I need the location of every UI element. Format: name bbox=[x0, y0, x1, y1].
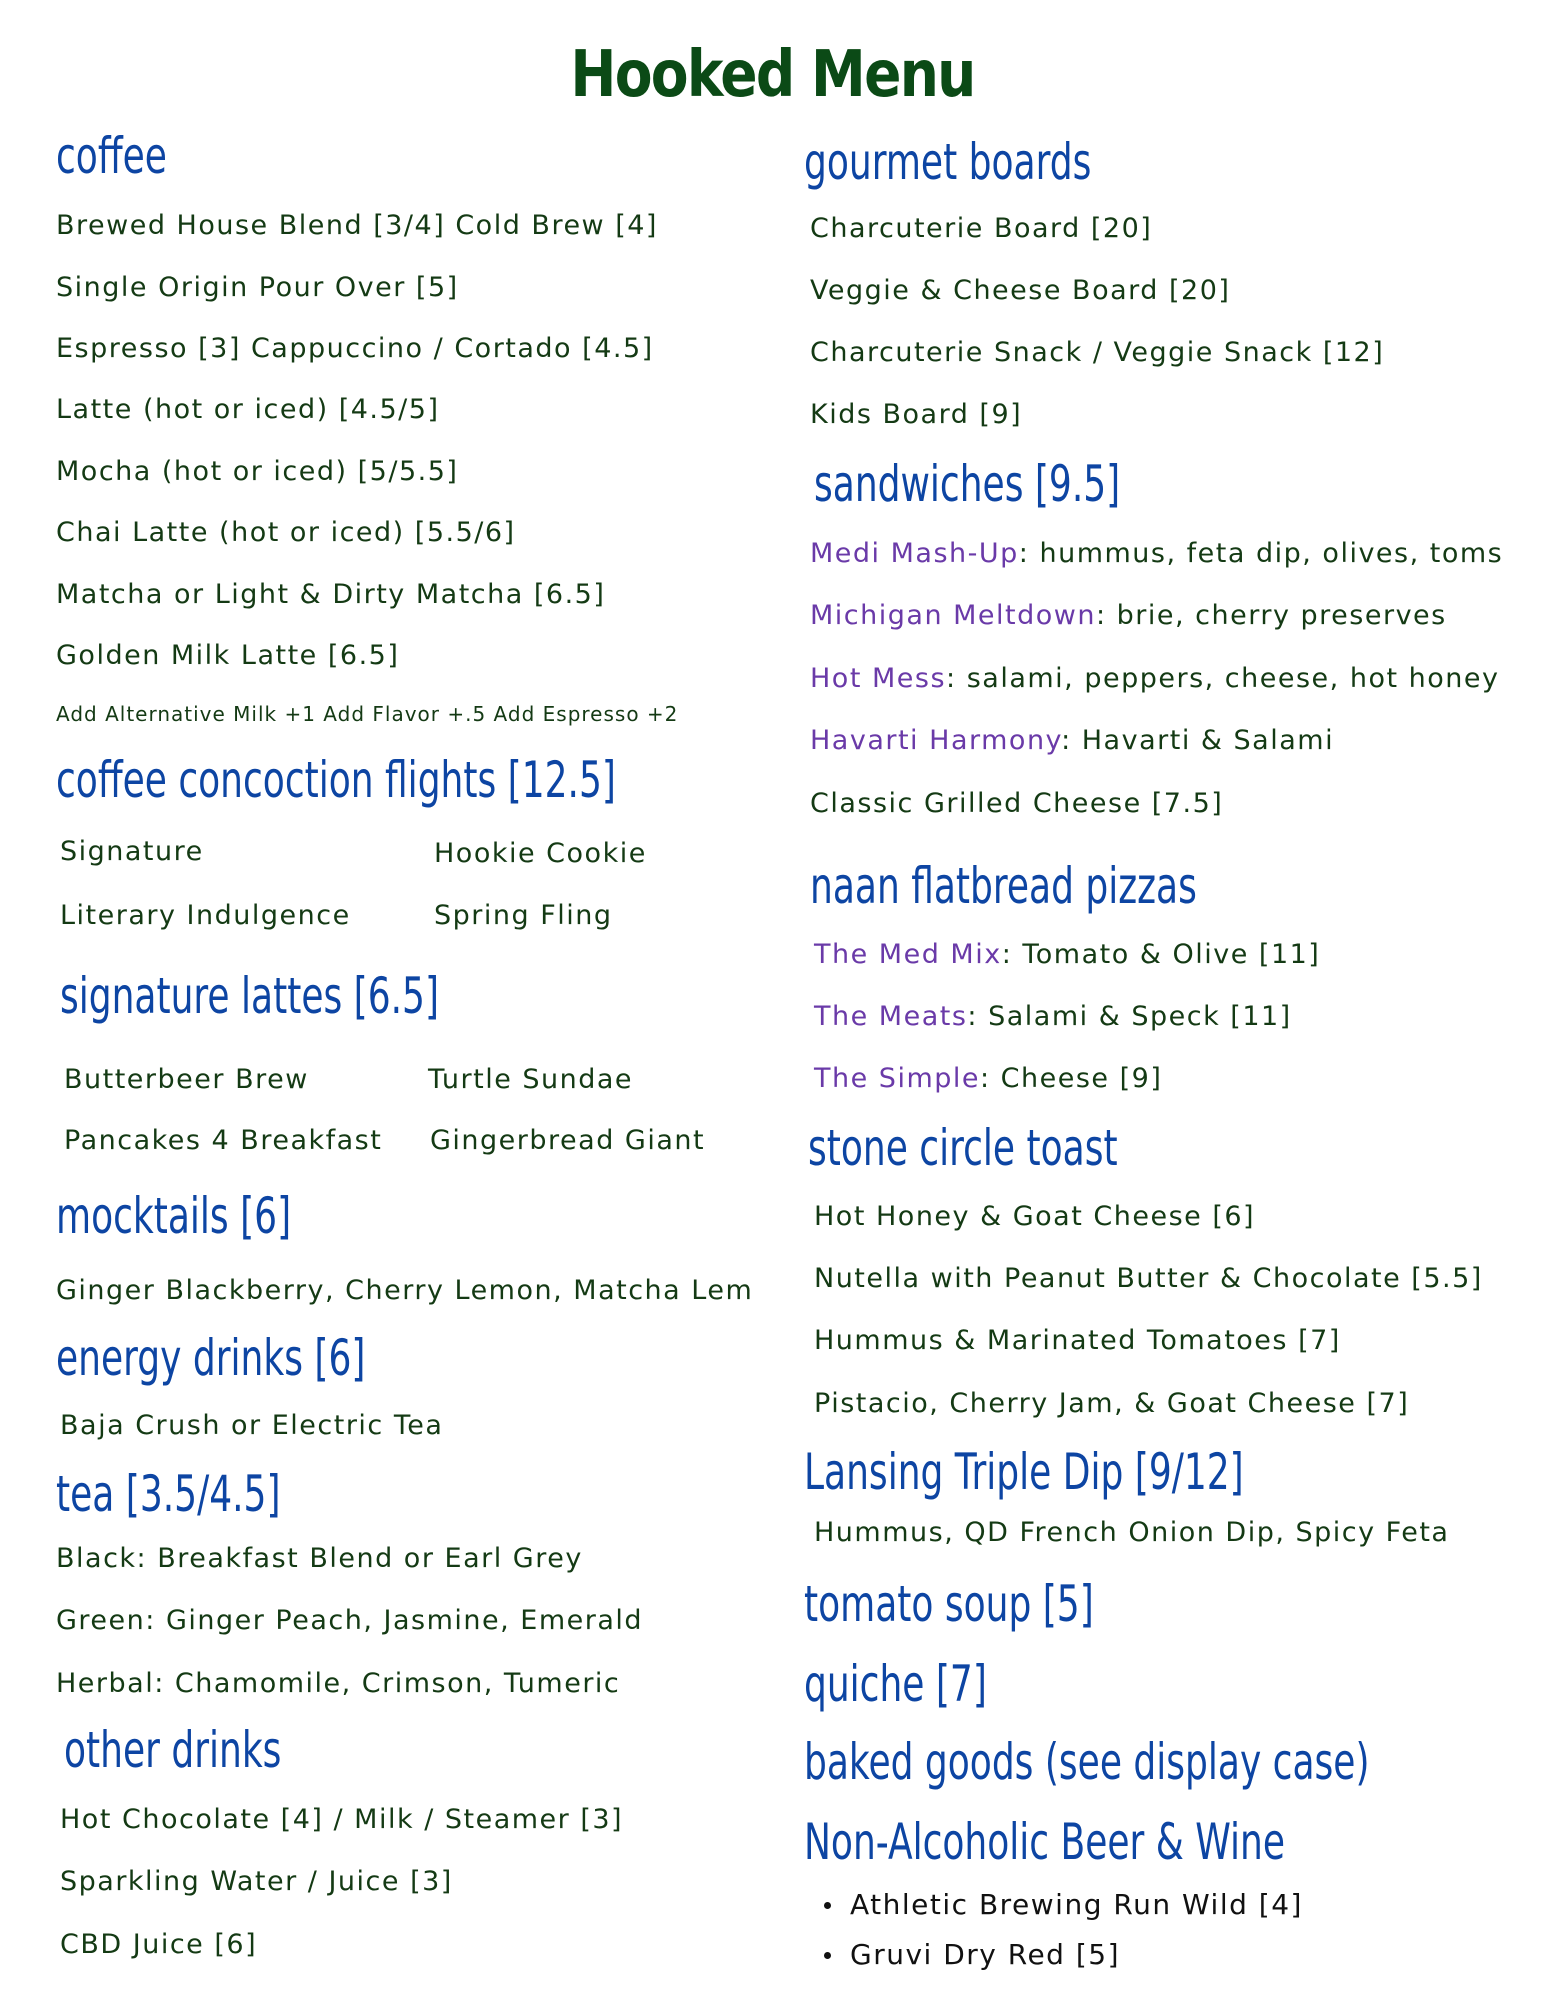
tea-item: Herbal: Chamomile, Crimson, Tumeric bbox=[56, 1668, 621, 1699]
toast-item: Hummus & Marinated Tomatoes [7] bbox=[814, 1325, 1341, 1356]
heading-dip: Lansing Triple Dip [9/12] bbox=[804, 1443, 1244, 1501]
pizza-item bbox=[814, 1061, 1162, 1097]
coffee-item: Golden Milk Latte [6.5] bbox=[56, 640, 400, 671]
dip-item: Hummus, QD French Onion Dip, Spicy Feta bbox=[814, 1517, 1450, 1548]
heading-toast: stone circle toast bbox=[808, 1119, 1118, 1177]
heading-mocktails: mocktails [6] bbox=[56, 1187, 292, 1245]
heading-other: other drinks bbox=[64, 1721, 282, 1779]
board-item: Veggie & Cheese Board [20] bbox=[810, 275, 1231, 306]
flight-item: Hookie Cookie bbox=[434, 838, 647, 869]
pizza-item bbox=[814, 999, 1292, 1035]
heading-pizzas: naan flatbread pizzas bbox=[810, 857, 1197, 915]
latte-item: Butterbeer Brew bbox=[64, 1064, 309, 1095]
heading-quiche: quiche [7] bbox=[804, 1655, 987, 1713]
coffee-item: Single Origin Pour Over [5] bbox=[56, 272, 459, 303]
flight-item: Spring Fling bbox=[434, 900, 613, 931]
sandwich-item bbox=[810, 598, 1447, 634]
coffee-item: Brewed House Blend [3/4] Cold Brew [4] bbox=[56, 210, 658, 241]
coffee-addons: Add Alternative Milk +1 Add Flavor +.5 Add Espresso +2 bbox=[56, 702, 679, 726]
flight-item: Literary Indulgence bbox=[60, 900, 351, 931]
heading-sandwiches: sandwiches [9.5] bbox=[814, 455, 1121, 513]
pizza-desc: : Cheese [9] bbox=[980, 1063, 1163, 1094]
energy-item: Baja Crush or Electric Tea bbox=[60, 1410, 444, 1441]
latte-item: Pancakes 4 Breakfast bbox=[64, 1125, 383, 1156]
heading-lattes: signature lattes [6.5] bbox=[60, 967, 440, 1025]
heading-coffee: coffee bbox=[56, 127, 167, 185]
sandwich-item bbox=[810, 661, 1499, 697]
sandwich-name: Medi Mash-Up bbox=[810, 538, 1019, 569]
nonalc-item: Gruvi Dry Red [5] bbox=[850, 1930, 1303, 1980]
sandwich-classic: Classic Grilled Cheese [7.5] bbox=[810, 788, 1224, 819]
pizza-desc: : Salami & Speck [11] bbox=[967, 1001, 1292, 1032]
board-item: Kids Board [9] bbox=[810, 399, 1023, 430]
heading-nonalc: Non-Alcoholic Beer & Wine bbox=[804, 1813, 1286, 1871]
latte-item: Gingerbread Giant bbox=[430, 1125, 706, 1156]
tea-item: Black: Breakfast Blend or Earl Grey bbox=[56, 1543, 583, 1574]
sandwich-item bbox=[810, 723, 1334, 759]
sandwich-item bbox=[810, 536, 1503, 572]
coffee-item: Matcha or Light & Dirty Matcha [6.5] bbox=[56, 579, 606, 610]
sandwich-desc: : brie, cherry preserves bbox=[1095, 600, 1447, 631]
board-item: Charcuterie Snack / Veggie Snack [12] bbox=[810, 337, 1385, 368]
sandwich-desc: : Havarti & Salami bbox=[1061, 725, 1335, 756]
board-item: Charcuterie Board [20] bbox=[810, 213, 1153, 244]
pizza-name: The Meats bbox=[814, 1001, 968, 1032]
pizza-item bbox=[814, 937, 1320, 973]
tea-item: Green: Ginger Peach, Jasmine, Emerald bbox=[56, 1605, 644, 1636]
nonalc-list bbox=[850, 1880, 1303, 1980]
toast-item: Nutella with Peanut Butter & Chocolate [5.5] bbox=[814, 1263, 1483, 1294]
sandwich-desc: : salami, peppers, cheese, hot honey bbox=[946, 663, 1500, 694]
heading-energy: energy drinks [6] bbox=[56, 1329, 366, 1387]
coffee-item: Latte (hot or iced) [4.5/5] bbox=[56, 394, 440, 425]
mocktail-item: Ginger Blackberry, Cherry Lemon, Matcha Lem bbox=[56, 1275, 754, 1306]
toast-item: Hot Honey & Goat Cheese [6] bbox=[814, 1201, 1256, 1232]
other-item: Hot Chocolate [4] / Milk / Steamer [3] bbox=[60, 1804, 624, 1835]
coffee-item: Espresso [3] Cappuccino / Cortado [4.5] bbox=[56, 333, 654, 364]
sandwich-name: Hot Mess bbox=[810, 663, 947, 694]
pizza-desc: : Tomato & Olive [11] bbox=[1001, 939, 1321, 970]
sandwich-name: Havarti Harmony bbox=[810, 725, 1062, 756]
heading-boards: gourmet boards bbox=[804, 133, 1092, 191]
heading-flights: coffee concoction flights [12.5] bbox=[56, 751, 616, 809]
heading-tea: tea [3.5/4.5] bbox=[56, 1465, 281, 1523]
nonalc-item: Athletic Brewing Run Wild [4] bbox=[850, 1880, 1303, 1930]
latte-item: Turtle Sundae bbox=[428, 1064, 634, 1095]
coffee-item: Chai Latte (hot or iced) [5.5/6] bbox=[56, 517, 516, 548]
sandwich-name: Michigan Meltdown bbox=[810, 600, 1096, 631]
other-item: CBD Juice [6] bbox=[60, 1929, 258, 1960]
toast-item: Pistacio, Cherry Jam, & Goat Cheese [7] bbox=[814, 1388, 1410, 1419]
other-item: Sparkling Water / Juice [3] bbox=[60, 1866, 453, 1897]
heading-soup: tomato soup [5] bbox=[804, 1575, 1094, 1633]
pizza-name: The Med Mix bbox=[814, 939, 1002, 970]
pizza-name: The Simple bbox=[814, 1063, 980, 1094]
flight-item: Signature bbox=[60, 836, 204, 867]
menu-title: Hooked Menu bbox=[570, 38, 975, 112]
sandwich-desc: : hummus, feta dip, olives, toms bbox=[1018, 538, 1504, 569]
heading-baked: baked goods (see display case) bbox=[804, 1733, 1370, 1791]
coffee-item: Mocha (hot or iced) [5/5.5] bbox=[56, 456, 459, 487]
